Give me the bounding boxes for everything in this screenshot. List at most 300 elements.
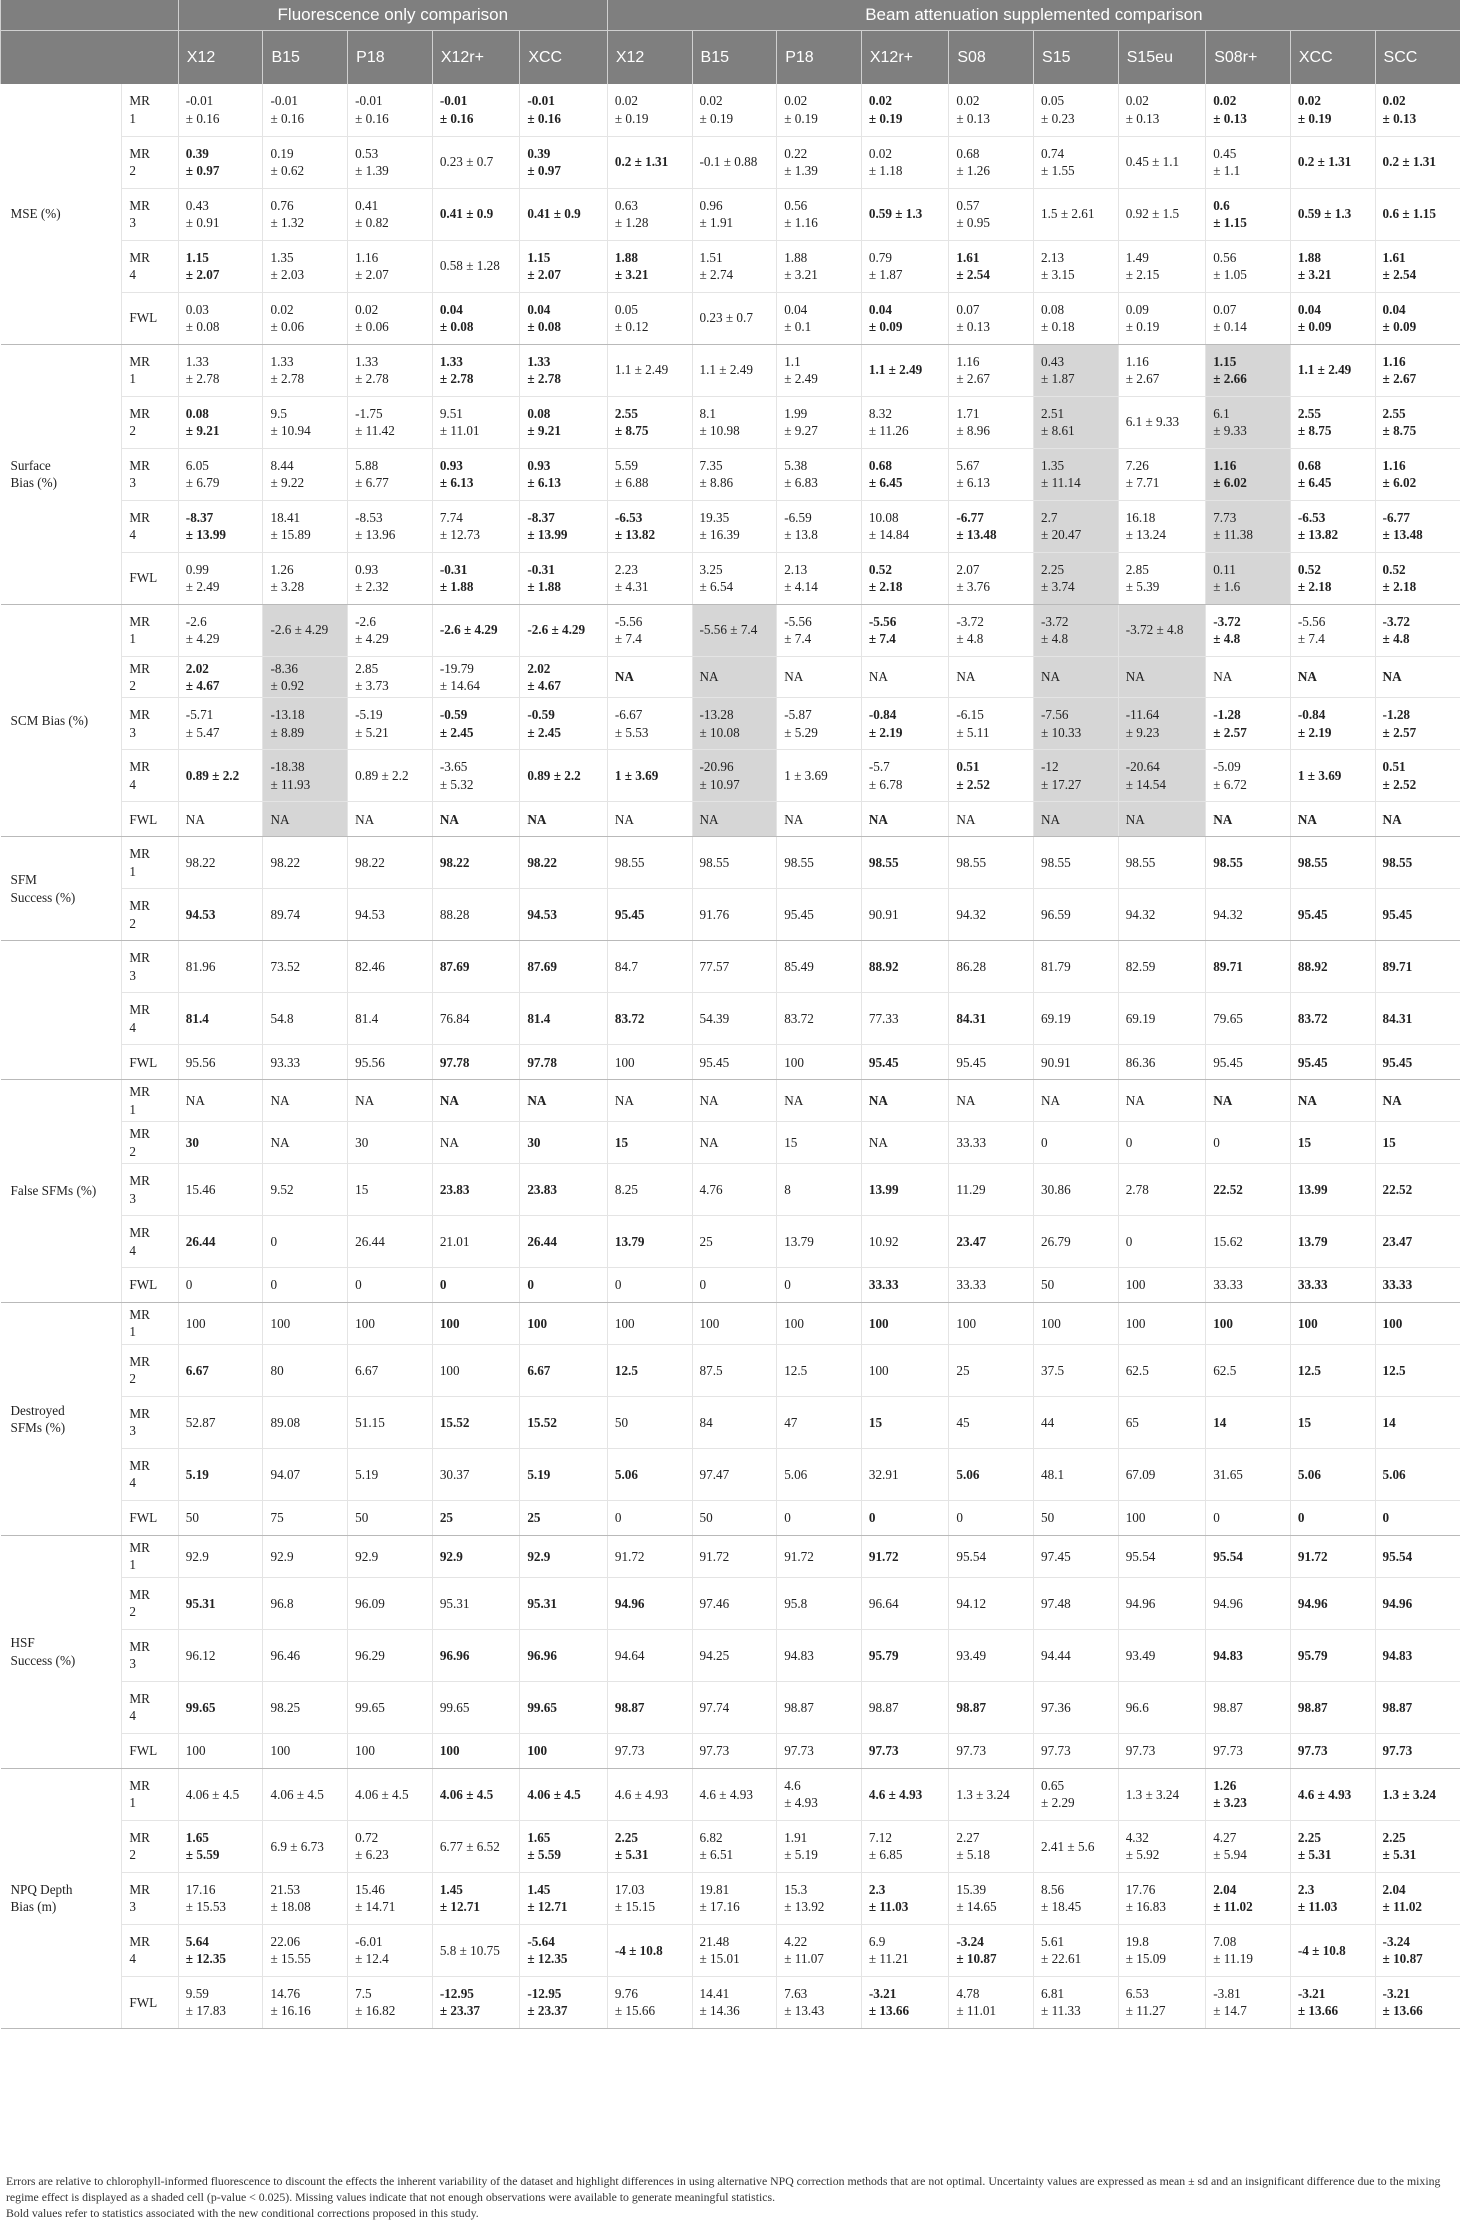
value-cell: 23.83: [432, 1164, 520, 1216]
value-cell: 33.33: [1375, 1268, 1460, 1303]
value-cell: 0.41 ± 0.82: [348, 188, 433, 240]
value-cell: NA: [1206, 1080, 1291, 1122]
value-cell: 98.87: [777, 1681, 862, 1733]
regime-label: MR 4: [122, 500, 178, 552]
value-cell: 2.25 ± 5.31: [607, 1820, 692, 1872]
value-cell: 96.8: [263, 1577, 348, 1629]
value-cell: 9.59 ± 17.83: [178, 1976, 263, 2028]
value-cell: 95.45: [607, 889, 692, 941]
value-cell: 100: [432, 1344, 520, 1396]
value-cell: 94.96: [1118, 1577, 1206, 1629]
value-cell: 0.76 ± 1.32: [263, 188, 348, 240]
value-cell: 0.02 ± 0.19: [692, 84, 777, 136]
value-cell: 6.67: [520, 1344, 608, 1396]
regime-label: MR 2: [122, 396, 178, 448]
value-cell: 1.33 ± 2.78: [178, 344, 263, 396]
value-cell: NA: [1118, 802, 1206, 837]
value-cell: 0.08 ± 9.21: [520, 396, 608, 448]
value-cell: 83.72: [777, 993, 862, 1045]
value-cell: 0.02 ± 0.13: [1206, 84, 1291, 136]
value-cell: 94.53: [348, 889, 433, 941]
column-header: S08r+: [1206, 31, 1291, 85]
value-cell: -7.56 ± 10.33: [1034, 698, 1119, 750]
value-cell: 100: [1034, 1303, 1119, 1345]
regime-label: FWL: [122, 1268, 178, 1303]
value-cell: 5.19: [348, 1448, 433, 1500]
value-cell: 48.1: [1034, 1448, 1119, 1500]
table-row: [1, 656, 1460, 698]
value-cell: 75: [263, 1500, 348, 1535]
value-cell: -3.81 ± 14.7: [1206, 1976, 1291, 2028]
value-cell: 33.33: [949, 1268, 1034, 1303]
value-cell: 4.6 ± 4.93: [607, 1768, 692, 1820]
value-cell: 2.85 ± 3.73: [348, 656, 433, 698]
value-cell: 0.6 ± 1.15: [1375, 188, 1460, 240]
value-cell: 30: [178, 1122, 263, 1164]
value-cell: -0.01 ± 0.16: [520, 84, 608, 136]
value-cell: 0: [861, 1500, 949, 1535]
value-cell: -3.24 ± 10.87: [1375, 1924, 1460, 1976]
value-cell: 81.4: [348, 993, 433, 1045]
value-cell: -5.56 ± 7.4: [1290, 604, 1375, 656]
value-cell: 91.72: [692, 1535, 777, 1577]
table-row: [1, 1303, 1460, 1345]
table-row: [1, 993, 1460, 1045]
value-cell: 6.67: [348, 1344, 433, 1396]
value-cell: 1.61 ± 2.54: [949, 240, 1034, 292]
value-cell: 6.1 ± 9.33: [1118, 396, 1206, 448]
value-cell: 30.37: [432, 1448, 520, 1500]
value-cell: -5.56 ± 7.4: [861, 604, 949, 656]
metric-label: MSE (%): [1, 84, 122, 344]
value-cell: 92.9: [432, 1535, 520, 1577]
value-cell: 1.5 ± 2.61: [1034, 188, 1119, 240]
value-cell: 95.54: [1118, 1535, 1206, 1577]
value-cell: 15: [1290, 1396, 1375, 1448]
value-cell: NA: [1290, 802, 1375, 837]
value-cell: 6.67: [178, 1344, 263, 1396]
value-cell: 1.88 ± 3.21: [777, 240, 862, 292]
value-cell: 25: [692, 1216, 777, 1268]
value-cell: 98.55: [1118, 837, 1206, 889]
value-cell: 96.46: [263, 1629, 348, 1681]
value-cell: 0.52 ± 2.18: [861, 552, 949, 604]
value-cell: 2.07 ± 3.76: [949, 552, 1034, 604]
value-cell: 0.93 ± 6.13: [432, 448, 520, 500]
column-header: XCC: [1290, 31, 1375, 85]
value-cell: -5.56 ± 7.4: [692, 604, 777, 656]
value-cell: -12 ± 17.27: [1034, 750, 1119, 802]
value-cell: 94.83: [777, 1629, 862, 1681]
value-cell: 54.39: [692, 993, 777, 1045]
value-cell: 8.32 ± 11.26: [861, 396, 949, 448]
value-cell: 4.32 ± 5.92: [1118, 1820, 1206, 1872]
value-cell: 94.07: [263, 1448, 348, 1500]
value-cell: 95.45: [1290, 889, 1375, 941]
table-row: [1, 1500, 1460, 1535]
value-cell: 98.22: [432, 837, 520, 889]
value-cell: 0.19 ± 0.62: [263, 136, 348, 188]
value-cell: 5.88 ± 6.77: [348, 448, 433, 500]
value-cell: 14: [1206, 1396, 1291, 1448]
value-cell: 0.93 ± 2.32: [348, 552, 433, 604]
regime-label: MR 2: [122, 1577, 178, 1629]
value-cell: 95.54: [1206, 1535, 1291, 1577]
value-cell: 13.99: [861, 1164, 949, 1216]
value-cell: 1.33 ± 2.78: [520, 344, 608, 396]
table-row: [1, 889, 1460, 941]
value-cell: 15: [607, 1122, 692, 1164]
regime-label: MR 1: [122, 1303, 178, 1345]
value-cell: 50: [692, 1500, 777, 1535]
value-cell: 89.71: [1206, 941, 1291, 993]
value-cell: 0: [607, 1268, 692, 1303]
value-cell: -19.79 ± 14.64: [432, 656, 520, 698]
value-cell: NA: [1375, 1080, 1460, 1122]
value-cell: 0.04 ± 0.1: [777, 292, 862, 344]
value-cell: 87.69: [520, 941, 608, 993]
value-cell: 100: [861, 1344, 949, 1396]
value-cell: 4.22 ± 11.07: [777, 1924, 862, 1976]
value-cell: 0.56 ± 1.16: [777, 188, 862, 240]
table-row: [1, 1216, 1460, 1268]
value-cell: 98.55: [607, 837, 692, 889]
value-cell: 100: [432, 1733, 520, 1768]
header-blank-2: [1, 31, 179, 85]
regime-label: MR 4: [122, 1681, 178, 1733]
metric-label: False SFMs (%): [1, 1080, 122, 1303]
metric-label: SCM Bias (%): [1, 604, 122, 837]
value-cell: 5.8 ± 10.75: [432, 1924, 520, 1976]
table-row: [1, 188, 1460, 240]
value-cell: 100: [607, 1303, 692, 1345]
value-cell: -3.72 ± 4.8: [1206, 604, 1291, 656]
value-cell: 77.57: [692, 941, 777, 993]
value-cell: 5.19: [520, 1448, 608, 1500]
value-cell: 96.96: [520, 1629, 608, 1681]
regime-label: FWL: [122, 1045, 178, 1080]
value-cell: 14: [1375, 1396, 1460, 1448]
value-cell: NA: [1034, 802, 1119, 837]
regime-label: MR 1: [122, 1080, 178, 1122]
value-cell: 76.84: [432, 993, 520, 1045]
table-row: [1, 1535, 1460, 1577]
value-cell: 100: [263, 1733, 348, 1768]
metric-label: [1, 941, 122, 1080]
value-cell: 96.6: [1118, 1681, 1206, 1733]
table-row: [1, 136, 1460, 188]
value-cell: 94.44: [1034, 1629, 1119, 1681]
value-cell: 0.92 ± 1.5: [1118, 188, 1206, 240]
value-cell: 32.91: [861, 1448, 949, 1500]
value-cell: 97.73: [1290, 1733, 1375, 1768]
value-cell: 33.33: [1290, 1268, 1375, 1303]
value-cell: NA: [777, 656, 862, 698]
value-cell: 0.68 ± 6.45: [1290, 448, 1375, 500]
value-cell: 92.9: [178, 1535, 263, 1577]
value-cell: 15.52: [432, 1396, 520, 1448]
table-row: [1, 1344, 1460, 1396]
value-cell: -0.01 ± 0.16: [432, 84, 520, 136]
value-cell: 98.55: [777, 837, 862, 889]
value-cell: 0.43 ± 1.87: [1034, 344, 1119, 396]
value-cell: NA: [348, 802, 433, 837]
value-cell: 5.06: [1375, 1448, 1460, 1500]
value-cell: 94.96: [1206, 1577, 1291, 1629]
value-cell: 91.72: [777, 1535, 862, 1577]
value-cell: 97.73: [1206, 1733, 1291, 1768]
value-cell: -20.96 ± 10.97: [692, 750, 777, 802]
value-cell: NA: [607, 1080, 692, 1122]
value-cell: -13.28 ± 10.08: [692, 698, 777, 750]
value-cell: 0: [777, 1500, 862, 1535]
value-cell: 99.65: [432, 1681, 520, 1733]
value-cell: 0.53 ± 1.39: [348, 136, 433, 188]
metric-label: SFM Success (%): [1, 837, 122, 941]
value-cell: 1.65 ± 5.59: [178, 1820, 263, 1872]
value-cell: 0.56 ± 1.05: [1206, 240, 1291, 292]
value-cell: -5.56 ± 7.4: [607, 604, 692, 656]
table-header: [1, 0, 1460, 84]
value-cell: -3.24 ± 10.87: [949, 1924, 1034, 1976]
value-cell: 95.45: [1375, 1045, 1460, 1080]
regime-label: MR 2: [122, 1344, 178, 1396]
value-cell: 95.45: [1375, 889, 1460, 941]
value-cell: 7.26 ± 7.71: [1118, 448, 1206, 500]
value-cell: 100: [348, 1303, 433, 1345]
value-cell: NA: [178, 802, 263, 837]
value-cell: 95.45: [777, 889, 862, 941]
value-cell: NA: [949, 802, 1034, 837]
value-cell: 94.25: [692, 1629, 777, 1681]
value-cell: 100: [432, 1303, 520, 1345]
value-cell: 91.72: [1290, 1535, 1375, 1577]
value-cell: 0.39 ± 0.97: [520, 136, 608, 188]
table-row: [1, 1268, 1460, 1303]
value-cell: 95.79: [861, 1629, 949, 1681]
value-cell: 96.12: [178, 1629, 263, 1681]
value-cell: 100: [520, 1303, 608, 1345]
value-cell: 9.76 ± 15.66: [607, 1976, 692, 2028]
table-row: [1, 1448, 1460, 1500]
regime-label: MR 3: [122, 1872, 178, 1924]
value-cell: 0: [1118, 1216, 1206, 1268]
value-cell: 89.08: [263, 1396, 348, 1448]
value-cell: 0.2 ± 1.31: [607, 136, 692, 188]
value-cell: 69.19: [1118, 993, 1206, 1045]
value-cell: 97.78: [520, 1045, 608, 1080]
value-cell: 0.02 ± 0.19: [1290, 84, 1375, 136]
value-cell: 0.09 ± 0.19: [1118, 292, 1206, 344]
value-cell: 1.1 ± 2.49: [692, 344, 777, 396]
value-cell: -6.15 ± 5.11: [949, 698, 1034, 750]
value-cell: NA: [692, 1080, 777, 1122]
regime-label: MR 1: [122, 1768, 178, 1820]
value-cell: 8: [777, 1164, 862, 1216]
value-cell: 0.02 ± 0.19: [607, 84, 692, 136]
value-cell: 0.89 ± 2.2: [348, 750, 433, 802]
value-cell: -18.38 ± 11.93: [263, 750, 348, 802]
value-cell: 98.87: [861, 1681, 949, 1733]
value-cell: 1.99 ± 9.27: [777, 396, 862, 448]
value-cell: 1.1 ± 2.49: [861, 344, 949, 396]
value-cell: NA: [1206, 802, 1291, 837]
table-row: [1, 448, 1460, 500]
value-cell: 6.53 ± 11.27: [1118, 1976, 1206, 2028]
value-cell: 82.46: [348, 941, 433, 993]
value-cell: -8.37 ± 13.99: [520, 500, 608, 552]
value-cell: 98.55: [1034, 837, 1119, 889]
value-cell: -3.65 ± 5.32: [432, 750, 520, 802]
value-cell: 1.16 ± 6.02: [1375, 448, 1460, 500]
value-cell: 9.5 ± 10.94: [263, 396, 348, 448]
value-cell: 97.78: [432, 1045, 520, 1080]
value-cell: 5.64 ± 12.35: [178, 1924, 263, 1976]
value-cell: 1.16 ± 2.07: [348, 240, 433, 292]
value-cell: 0.39 ± 0.97: [178, 136, 263, 188]
value-cell: NA: [1375, 802, 1460, 837]
value-cell: 93.49: [949, 1629, 1034, 1681]
regime-label: MR 3: [122, 1164, 178, 1216]
value-cell: 99.65: [520, 1681, 608, 1733]
value-cell: 0.04 ± 0.09: [861, 292, 949, 344]
value-cell: -0.31 ± 1.88: [520, 552, 608, 604]
regime-label: MR 3: [122, 1629, 178, 1681]
value-cell: 33.33: [949, 1122, 1034, 1164]
value-cell: 0.08 ± 0.18: [1034, 292, 1119, 344]
value-cell: NA: [520, 802, 608, 837]
value-cell: 89.74: [263, 889, 348, 941]
value-cell: 1.51 ± 2.74: [692, 240, 777, 292]
value-cell: 47: [777, 1396, 862, 1448]
value-cell: -8.37 ± 13.99: [178, 500, 263, 552]
value-cell: 21.01: [432, 1216, 520, 1268]
regime-label: MR 1: [122, 344, 178, 396]
value-cell: 2.02 ± 4.67: [520, 656, 608, 698]
table-row: [1, 1122, 1460, 1164]
value-cell: 1.33 ± 2.78: [348, 344, 433, 396]
value-cell: 4.06 ± 4.5: [520, 1768, 608, 1820]
value-cell: 0.04 ± 0.08: [432, 292, 520, 344]
table-row: [1, 396, 1460, 448]
value-cell: 15: [1375, 1122, 1460, 1164]
value-cell: 0.89 ± 2.2: [520, 750, 608, 802]
table-row: [1, 1976, 1460, 2028]
value-cell: 0.02 ± 0.06: [263, 292, 348, 344]
value-cell: -0.01 ± 0.16: [263, 84, 348, 136]
value-cell: 84.31: [1375, 993, 1460, 1045]
value-cell: 25: [949, 1344, 1034, 1396]
value-cell: -6.77 ± 13.48: [949, 500, 1034, 552]
value-cell: 91.72: [607, 1535, 692, 1577]
value-cell: 0: [263, 1268, 348, 1303]
value-cell: 0.04 ± 0.09: [1290, 292, 1375, 344]
value-cell: 1 ± 3.69: [607, 750, 692, 802]
table-row: [1, 1396, 1460, 1448]
value-cell: 0.02 ± 0.06: [348, 292, 433, 344]
value-cell: 97.36: [1034, 1681, 1119, 1733]
regime-label: FWL: [122, 1976, 178, 2028]
value-cell: 0.41 ± 0.9: [520, 188, 608, 240]
value-cell: 17.16 ± 15.53: [178, 1872, 263, 1924]
regime-label: MR 1: [122, 604, 178, 656]
table-row: [1, 500, 1460, 552]
value-cell: 19.8 ± 15.09: [1118, 1924, 1206, 1976]
value-cell: 8.25: [607, 1164, 692, 1216]
value-cell: 81.96: [178, 941, 263, 993]
value-cell: 96.29: [348, 1629, 433, 1681]
table-footnote: [6, 2174, 1454, 2221]
value-cell: 79.65: [1206, 993, 1291, 1045]
table-row: [1, 1045, 1460, 1080]
value-cell: NA: [1290, 1080, 1375, 1122]
value-cell: 94.96: [1375, 1577, 1460, 1629]
value-cell: 0: [777, 1268, 862, 1303]
value-cell: 100: [1118, 1500, 1206, 1535]
value-cell: 97.45: [1034, 1535, 1119, 1577]
value-cell: 5.59 ± 6.88: [607, 448, 692, 500]
value-cell: 2.41 ± 5.6: [1034, 1820, 1119, 1872]
value-cell: NA: [692, 1122, 777, 1164]
value-cell: 0.22 ± 1.39: [777, 136, 862, 188]
value-cell: 1.1 ± 2.49: [777, 344, 862, 396]
value-cell: 1.15 ± 2.07: [178, 240, 263, 292]
value-cell: 0: [607, 1500, 692, 1535]
table-row: [1, 802, 1460, 837]
value-cell: -5.87 ± 5.29: [777, 698, 862, 750]
value-cell: 87.5: [692, 1344, 777, 1396]
value-cell: 95.45: [692, 1045, 777, 1080]
value-cell: 1.71 ± 8.96: [949, 396, 1034, 448]
value-cell: 84.31: [949, 993, 1034, 1045]
value-cell: NA: [861, 656, 949, 698]
value-cell: 1.61 ± 2.54: [1375, 240, 1460, 292]
table-row: [1, 750, 1460, 802]
value-cell: 15: [861, 1396, 949, 1448]
value-cell: NA: [861, 1122, 949, 1164]
value-cell: 77.33: [861, 993, 949, 1045]
value-cell: 100: [861, 1303, 949, 1345]
value-cell: 2.04 ± 11.02: [1206, 1872, 1291, 1924]
value-cell: 7.74 ± 12.73: [432, 500, 520, 552]
regime-label: MR 2: [122, 889, 178, 941]
value-cell: 97.73: [1375, 1733, 1460, 1768]
value-cell: 4.6 ± 4.93: [1290, 1768, 1375, 1820]
value-cell: 100: [1206, 1303, 1291, 1345]
value-cell: 83.72: [1290, 993, 1375, 1045]
value-cell: -3.21 ± 13.66: [861, 1976, 949, 2028]
value-cell: 86.36: [1118, 1045, 1206, 1080]
value-cell: 7.08 ± 11.19: [1206, 1924, 1291, 1976]
value-cell: 2.55 ± 8.75: [1375, 396, 1460, 448]
value-cell: 1.35 ± 2.03: [263, 240, 348, 292]
value-cell: 33.33: [1206, 1268, 1291, 1303]
table-row: [1, 604, 1460, 656]
value-cell: 100: [607, 1045, 692, 1080]
value-cell: 33.33: [861, 1268, 949, 1303]
value-cell: 0.93 ± 6.13: [520, 448, 608, 500]
value-cell: 94.53: [178, 889, 263, 941]
table-row: [1, 552, 1460, 604]
value-cell: 97.46: [692, 1577, 777, 1629]
value-cell: 99.65: [178, 1681, 263, 1733]
value-cell: NA: [1206, 656, 1291, 698]
value-cell: 8.56 ± 18.45: [1034, 1872, 1119, 1924]
value-cell: 0: [1290, 1500, 1375, 1535]
value-cell: 14.41 ± 14.36: [692, 1976, 777, 2028]
value-cell: 0.51 ± 2.52: [1375, 750, 1460, 802]
regime-label: MR 2: [122, 136, 178, 188]
